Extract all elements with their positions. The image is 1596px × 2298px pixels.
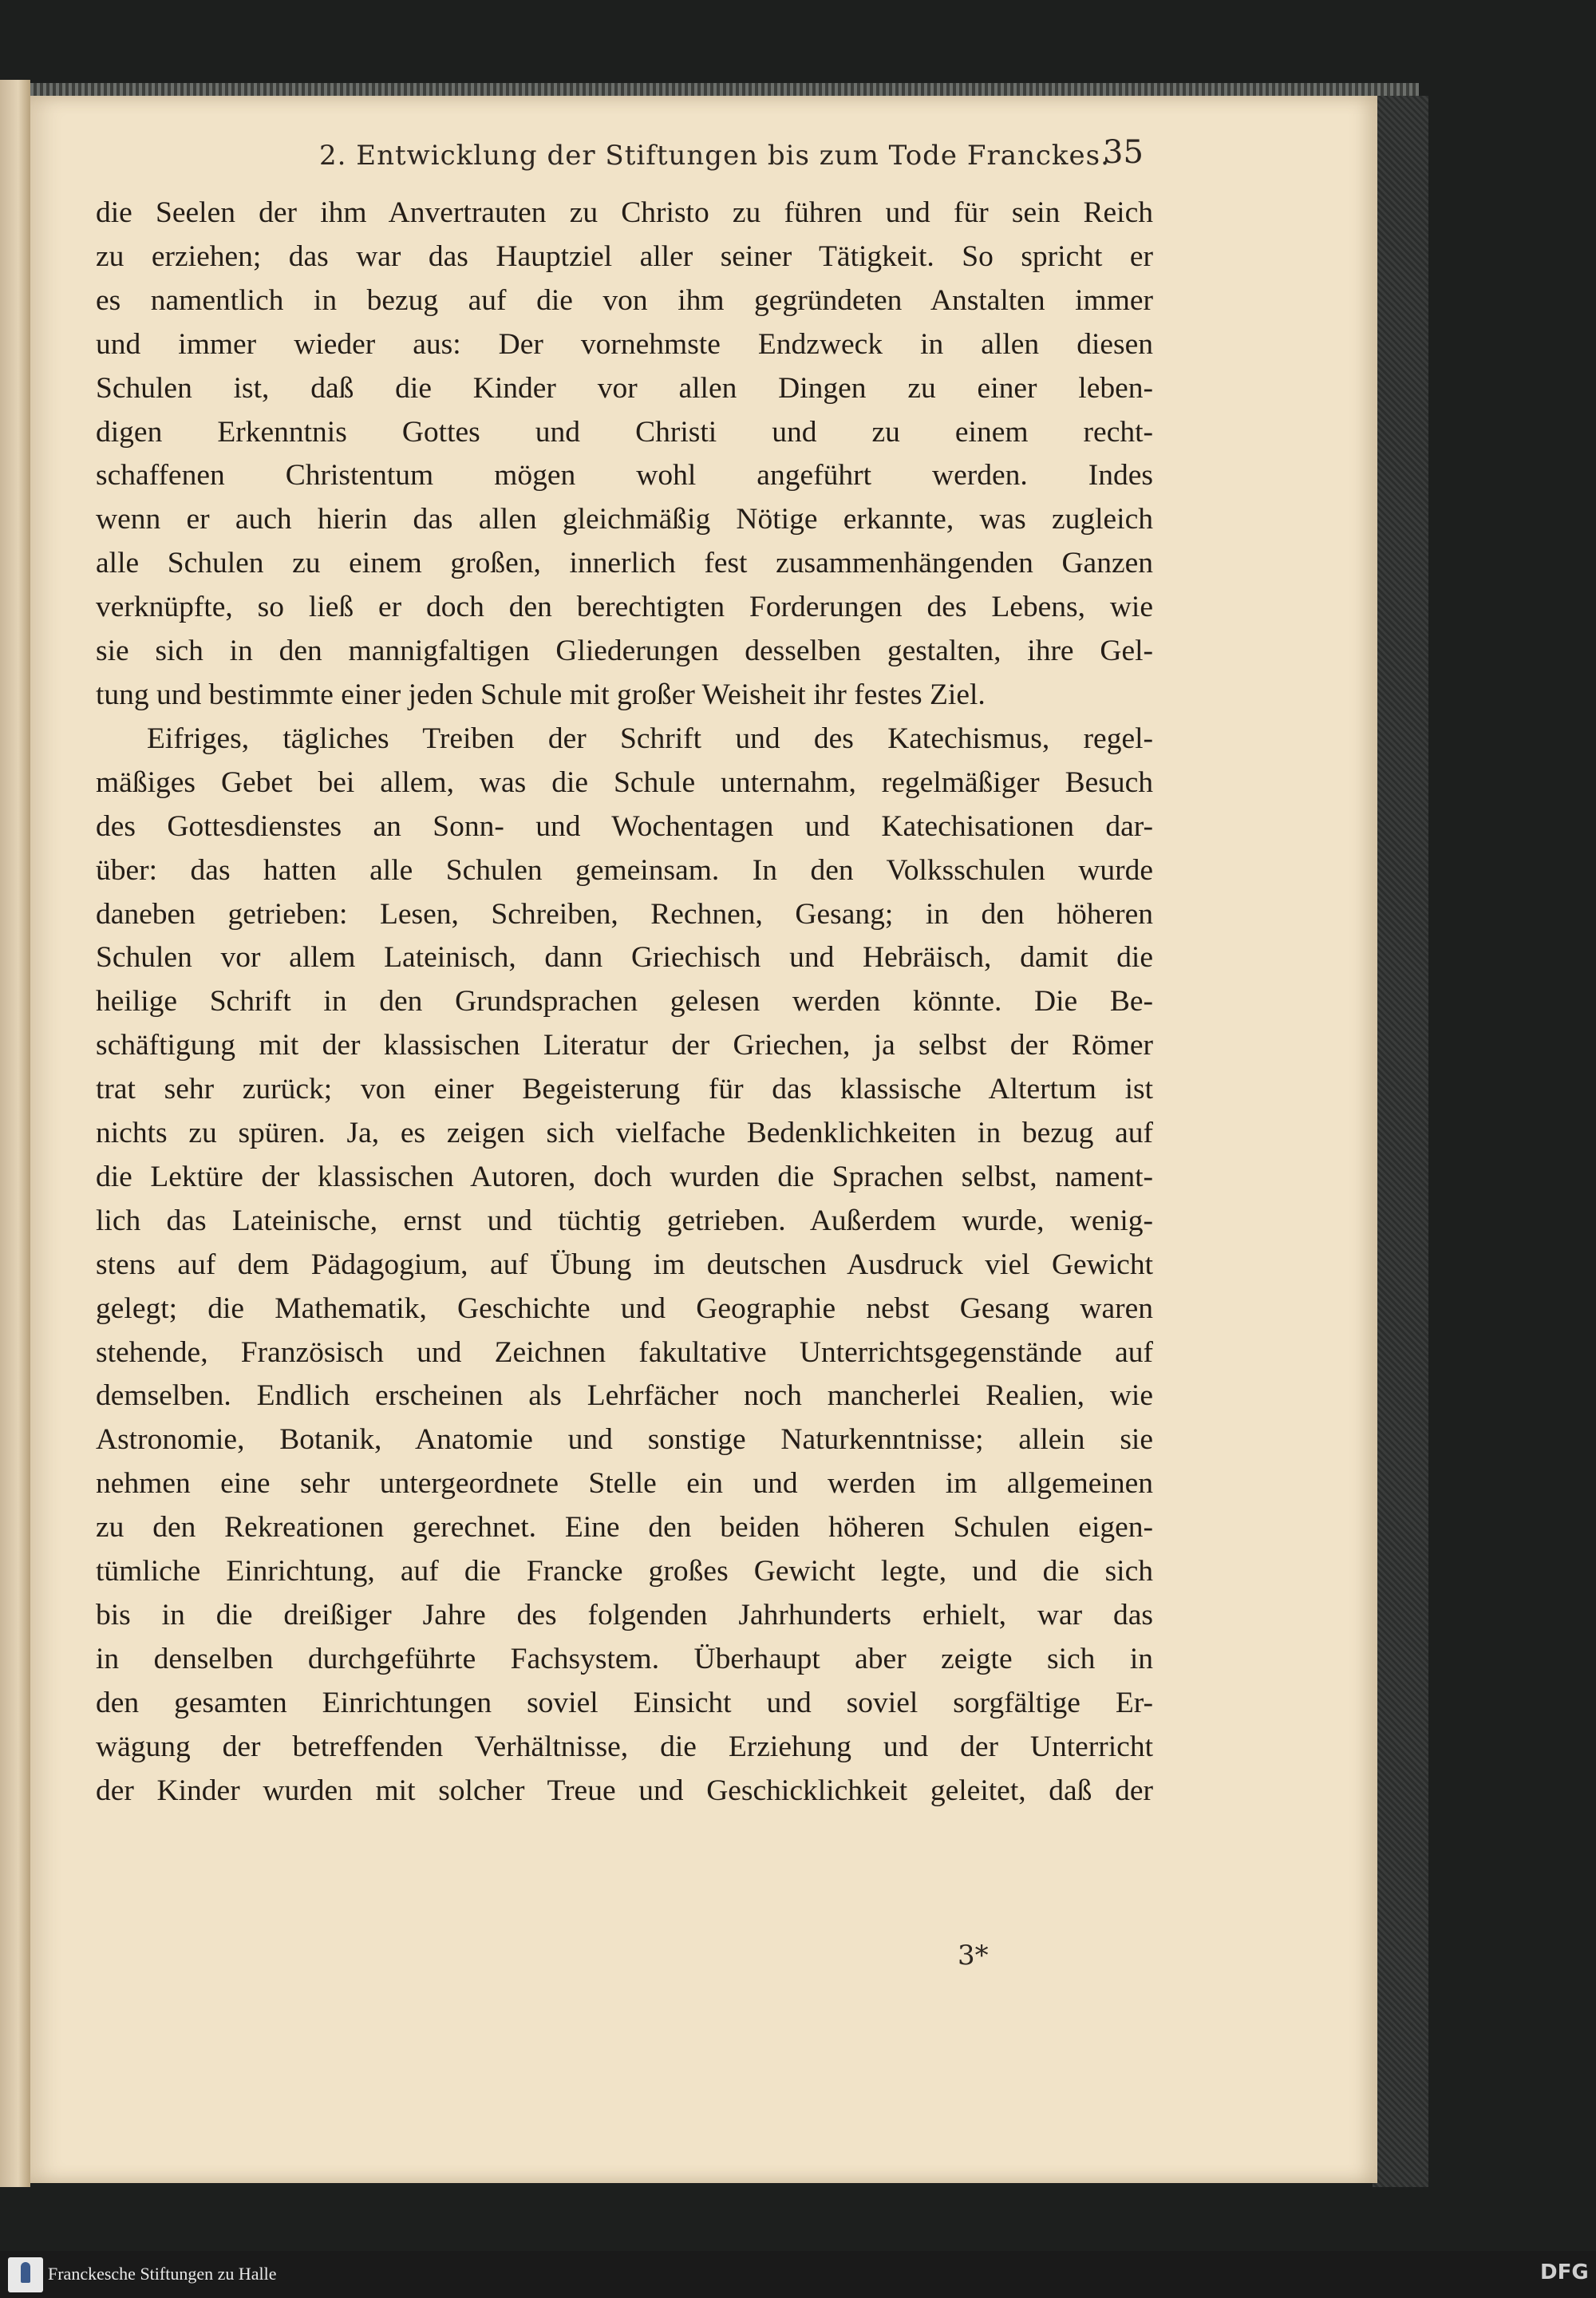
text-line: tümliche Einrichtung, auf die Francke großes Gewicht legte, und die sich — [96, 1555, 1153, 1588]
text-line: nehmen eine sehr untergeordnete Stelle ein und werden im allgemeinen — [96, 1467, 1153, 1501]
text-line: und immer wieder aus: Der vornehmste Endzweck in allen diesen — [96, 327, 1153, 361]
text-line: wägung der betreffenden Verhältnisse, die Erziehung und der Unterricht — [96, 1730, 1153, 1763]
text-line: über: das hatten alle Schulen gemeinsam. In den Volksschulen wurde — [96, 853, 1153, 887]
text-line: den gesamten Einrichtungen soviel Einsicht und soviel sorgfältige Er- — [96, 1686, 1153, 1719]
text-line: sie sich in den mannigfaltigen Gliederungen desselben gestalten, ihre Gel- — [96, 635, 1153, 668]
running-title: 2. Entwicklung der Stiftungen bis zum Tode Franckes. — [319, 140, 1110, 172]
text-line: in denselben durchgeführte Fachsystem. Überhaupt aber zeigte sich in — [96, 1642, 1153, 1675]
text-line: wenn er auch hierin das allen gleichmäßig Nötige erkannte, was zugleich — [96, 503, 1153, 536]
institution-logo-icon — [8, 2257, 43, 2292]
text-line: Schulen vor allem Lateinisch, dann Griechisch und Hebräisch, damit die — [96, 941, 1153, 975]
text-line: verknüpfte, so ließ er doch den berechtigten Forderungen des Lebens, wie — [96, 591, 1153, 624]
text-line: lich das Lateinische, ernst und tüchtig getrieben. Außerdem wurde, wenig- — [96, 1204, 1153, 1237]
text-line: es namentlich in bezug auf die von ihm gegründeten Anstalten immer — [96, 283, 1153, 317]
text-line: der Kinder wurden mit solcher Treue und Geschicklichkeit geleitet, daß der — [96, 1774, 1153, 1807]
text-line: stens auf dem Pädagogium, auf Übung im deutschen Ausdruck viel Gewicht — [96, 1248, 1153, 1281]
text-line: mäßiges Gebet bei allem, was die Schule unternahm, regelmäßiger Besuch — [96, 765, 1153, 799]
text-line: alle Schulen zu einem großen, innerlich fest zusammenhängenden Ganzen — [96, 547, 1153, 580]
text-line: zu den Rekreationen gerechnet. Eine den beiden höheren Schulen eigen- — [96, 1511, 1153, 1545]
text-line: die Seelen der ihm Anvertrauten zu Christo zu führen und für sein Reich — [96, 196, 1153, 229]
page-number: 35 — [1103, 134, 1144, 171]
text-line: Astronomie, Botanik, Anatomie und sonstige Naturkenntnisse; allein sie — [96, 1423, 1153, 1457]
text-line: digen Erkenntnis Gottes und Christi und zu einem recht- — [96, 415, 1153, 449]
book-cover-right-edge — [1373, 96, 1428, 2187]
text-line: bis in die dreißiger Jahre des folgenden Jahrhunderts erhielt, war das — [96, 1599, 1153, 1632]
text-line: die Lektüre der klassischen Autoren, doch wurden die Sprachen selbst, nament- — [96, 1160, 1153, 1193]
text-line: heilige Schrift in den Grundsprachen gelesen werden könnte. Die Be- — [96, 985, 1153, 1018]
text-line: trat sehr zurück; von einer Begeisterung für das klassische Altertum ist — [96, 1073, 1153, 1106]
text-line: Eifriges, tägliches Treiben der Schrift und des Katechismus, regel- — [147, 722, 1153, 755]
footer-institution: Franckesche Stiftungen zu Halle — [48, 2264, 277, 2284]
text-line: daneben getrieben: Lesen, Schreiben, Rechnen, Gesang; in den höheren — [96, 897, 1153, 931]
text-line: des Gottesdienstes an Sonn- und Wochentagen und Katechisationen dar- — [96, 809, 1153, 843]
text-line: tung und bestimmte einer jeden Schule mit großer Weisheit ihr festes Ziel. — [96, 678, 986, 711]
book-binding-edge — [0, 80, 30, 2187]
text-line: demselben. Endlich erscheinen als Lehrfächer noch mancherlei Realien, wie — [96, 1379, 1153, 1413]
text-line: gelegt; die Mathematik, Geschichte und Geographie nebst Gesang waren — [96, 1291, 1153, 1325]
text-line: Schulen ist, daß die Kinder vor allen Dingen zu einer leben- — [96, 371, 1153, 405]
dfg-badge: DFG — [1540, 2260, 1589, 2284]
text-line: nichts zu spüren. Ja, es zeigen sich vielfache Bedenklichkeiten in bezug auf — [96, 1117, 1153, 1150]
text-line: stehende, Französisch und Zeichnen fakultative Unterrichtsgegenstände auf — [96, 1335, 1153, 1369]
text-line: zu erziehen; das war das Hauptziel aller seiner Tätigkeit. So spricht er — [96, 239, 1153, 273]
text-line: schaffenen Christentum mögen wohl angeführt werden. Indes — [96, 459, 1153, 492]
signature-mark: 3* — [958, 1940, 989, 1972]
body-text — [96, 192, 1153, 1813]
text-line: schäftigung mit der klassischen Literatur der Griechen, ja selbst der Römer — [96, 1029, 1153, 1062]
